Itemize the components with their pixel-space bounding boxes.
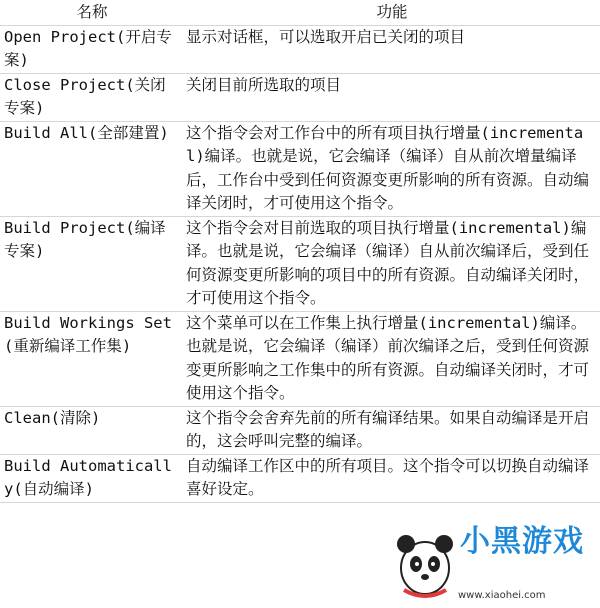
site-watermark bbox=[390, 524, 600, 600]
panda-icon bbox=[390, 524, 460, 600]
table-header-row bbox=[0, 0, 600, 25]
command-function: 显示对话框，可以选取开启已关闭的项目 bbox=[184, 25, 600, 73]
header-function: 功能 bbox=[184, 0, 600, 25]
command-function: 关闭目前所选取的项目 bbox=[184, 73, 600, 121]
command-name: Build Workings Set(重新编译工作集) bbox=[0, 311, 184, 406]
table-row bbox=[0, 121, 600, 216]
table-row bbox=[0, 216, 600, 311]
table-row bbox=[0, 25, 600, 73]
table-row bbox=[0, 311, 600, 406]
table-row bbox=[0, 454, 600, 502]
command-name: Clean(清除) bbox=[0, 406, 184, 454]
command-name: Build All(全部建置) bbox=[0, 121, 184, 216]
watermark-url: www.xiaohei.com bbox=[458, 590, 546, 601]
command-name: Close Project(关闭专案) bbox=[0, 73, 184, 121]
command-name: Open Project(开启专案) bbox=[0, 25, 184, 73]
table-row bbox=[0, 406, 600, 454]
watermark-logo-text: 小黑游戏 bbox=[460, 524, 584, 559]
command-function: 这个菜单可以在工作集上执行增量(incremental)编译。也就是说，它会编译（编译）前次编译之后，受到任何资源变更所影响之工作集中的所有资源。自动编译关闭时，才可使用这个指令。 bbox=[184, 311, 600, 406]
command-function: 自动编译工作区中的所有项目。这个指令可以切换自动编译喜好设定。 bbox=[184, 454, 600, 502]
table-row bbox=[0, 73, 600, 121]
command-function: 这个指令会对目前选取的项目执行增量(incremental)编译。也就是说，它会编译（编译）自从前次编译后，受到任何资源变更所影响的项目中的所有资源。自动编译关闭时，才可使用这个指令。 bbox=[184, 216, 600, 311]
command-name: Build Project(编译专案) bbox=[0, 216, 184, 311]
command-name: Build Automatically(自动编译) bbox=[0, 454, 184, 502]
command-function: 这个指令会舍弃先前的所有编译结果。如果自动编译是开启的，这会呼叫完整的编译。 bbox=[184, 406, 600, 454]
header-name: 名称 bbox=[0, 0, 184, 25]
command-function: 这个指令会对工作台中的所有项目执行增量(incremental)编译。也就是说，它会编译（编译）自从前次增量编译后，工作台中受到任何资源变更所影响的所有资源。自动编译关闭时，才可使用这个指令。 bbox=[184, 121, 600, 216]
